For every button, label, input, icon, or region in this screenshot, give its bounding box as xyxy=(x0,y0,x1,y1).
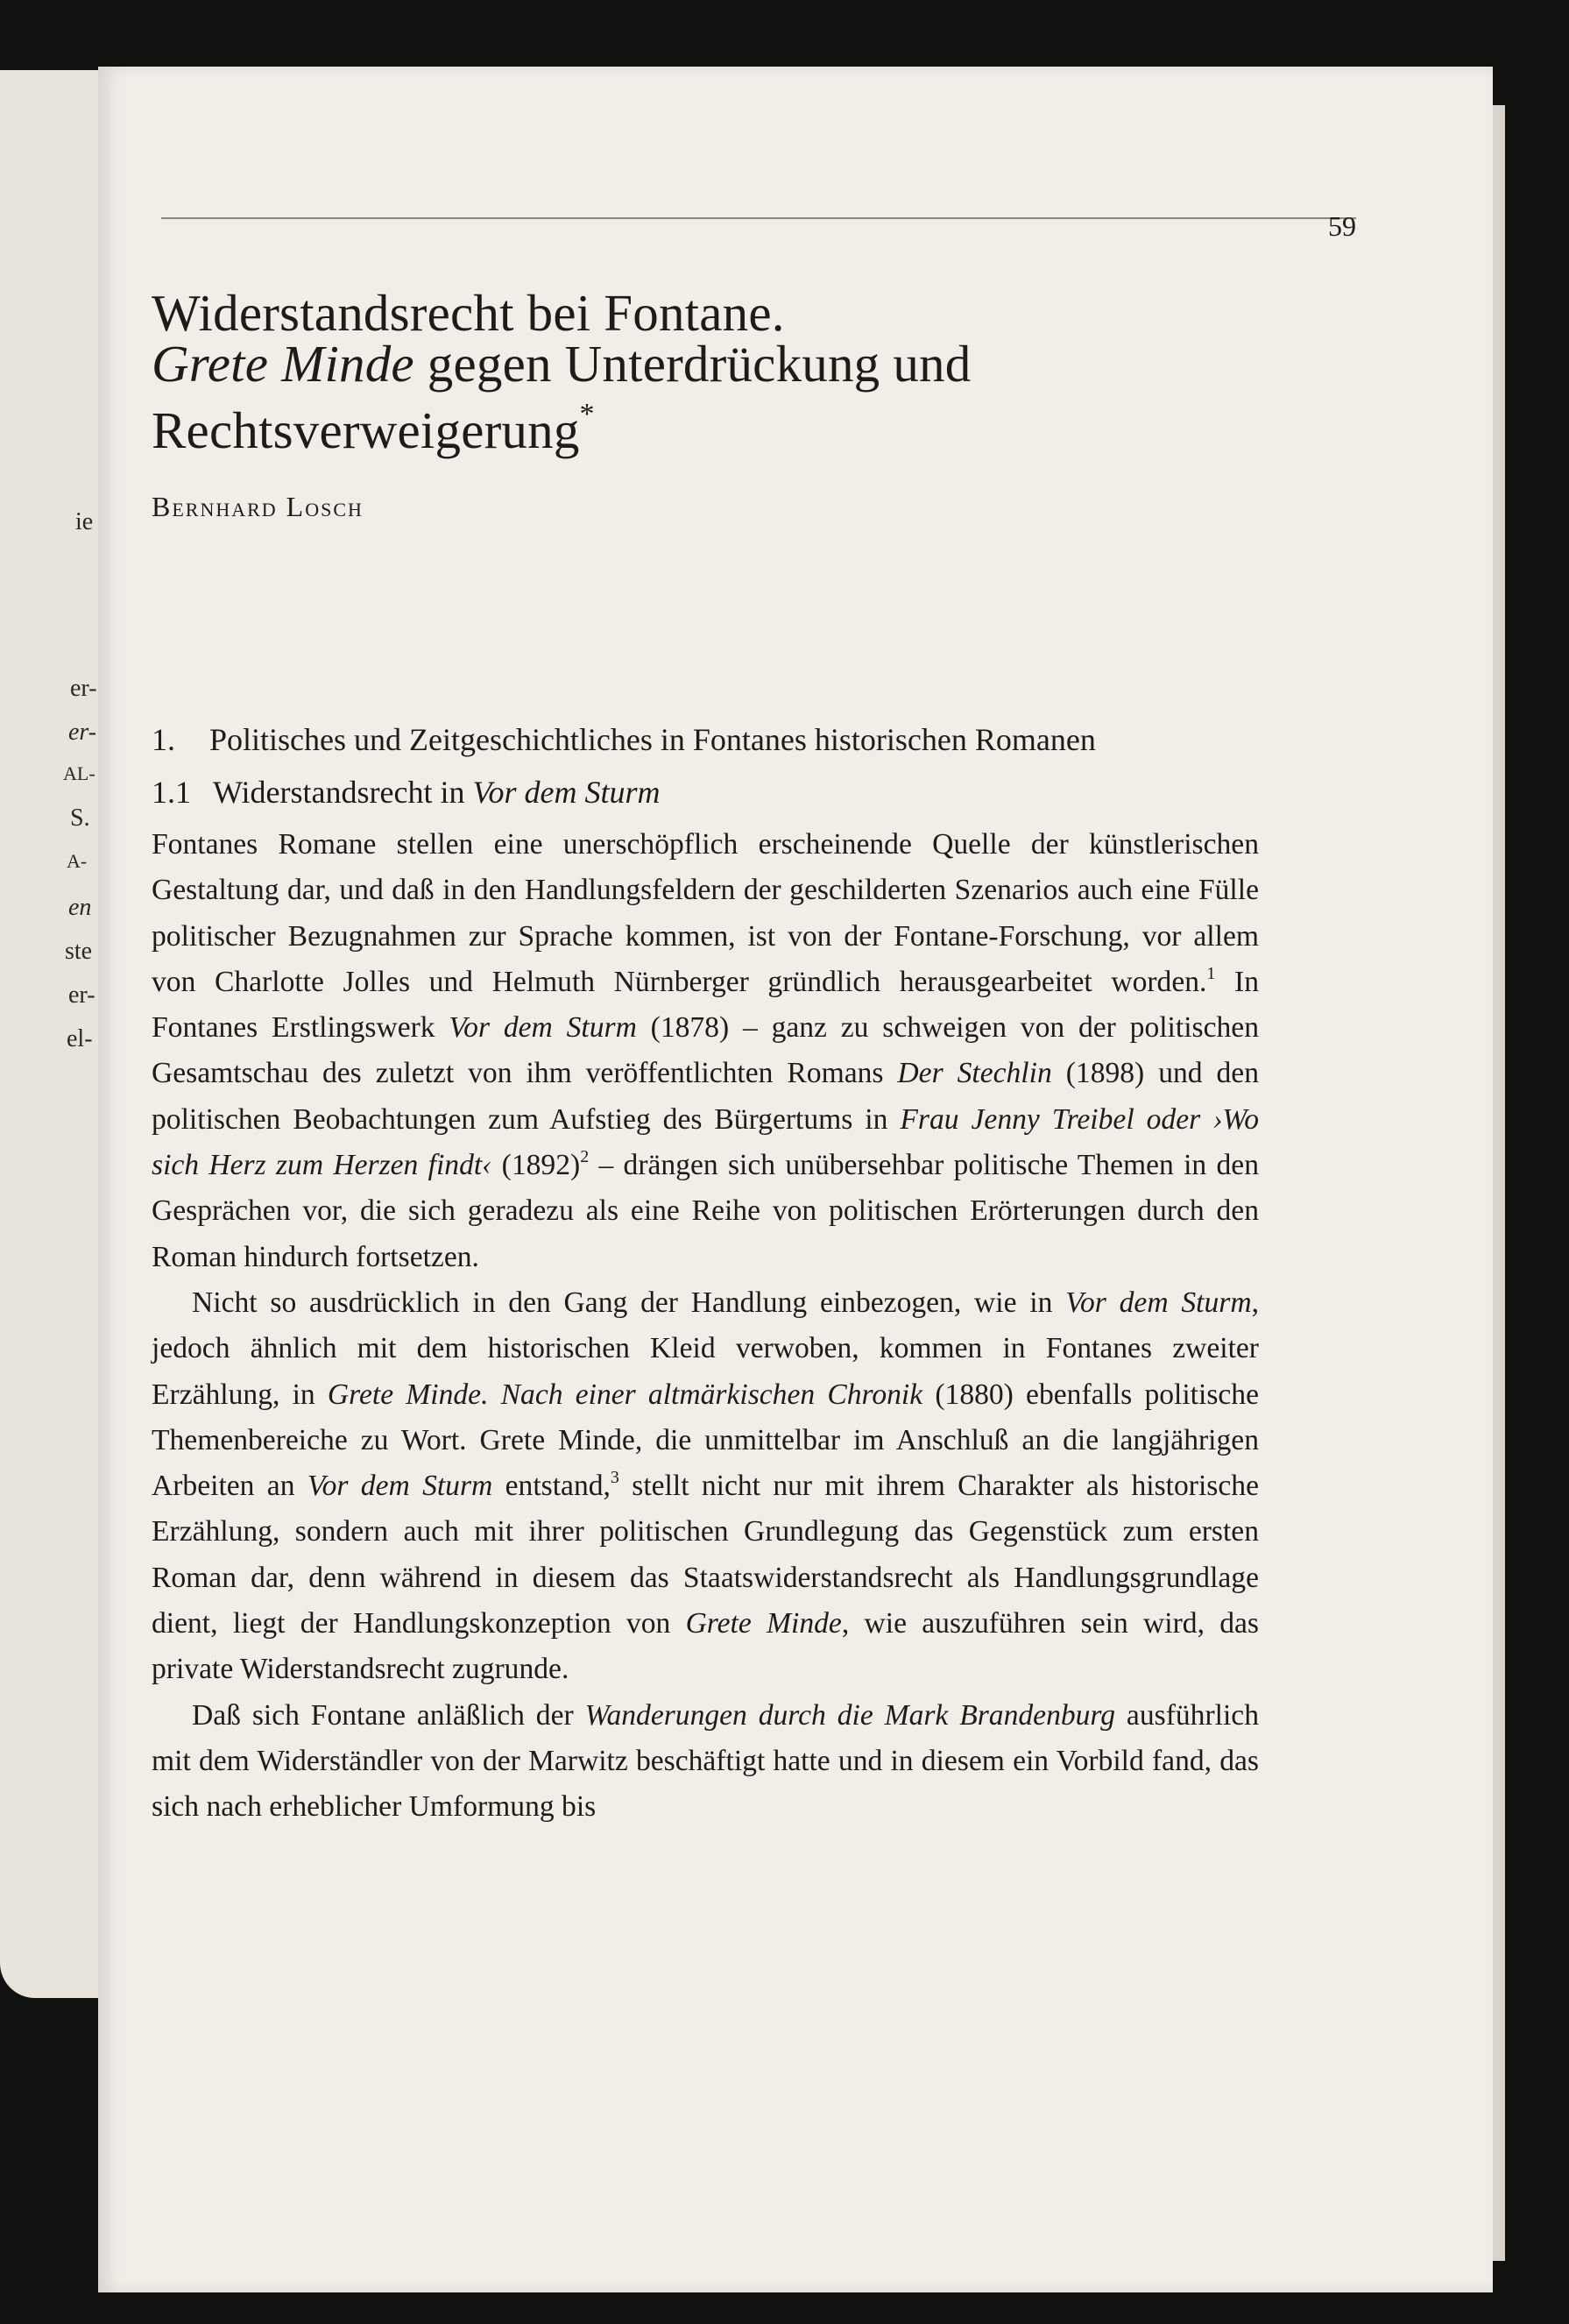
prev-page-fragment: en xyxy=(68,894,92,921)
title-footnote-mark: * xyxy=(579,398,595,430)
prev-page-fragment: S. xyxy=(70,804,90,832)
section-heading xyxy=(152,720,1259,759)
section-title: Politisches und Zeitgeschichtliches in Fontanes historischen Romanen xyxy=(209,722,1096,757)
title-italic-work: Grete Minde xyxy=(152,335,414,393)
article-body xyxy=(152,284,1260,1831)
footnote-ref[interactable]: 3 xyxy=(610,1468,619,1488)
page-edge xyxy=(1493,105,1505,2261)
title-line-3: Rechtsverweigerung xyxy=(152,401,580,459)
prev-page-fragment: ste xyxy=(65,938,93,965)
prev-page-fragment: AL- xyxy=(63,762,95,784)
running-header-rule xyxy=(161,217,1356,219)
section-number: 1. xyxy=(152,722,175,757)
prev-page-fragment: A- xyxy=(67,850,88,872)
body-paragraph: Daß sich Fontane anläßlich der Wanderungen durch die Mark Brandenburg ausführlich mit dem Widerständler von der Marwitz beschäftigt hatte und in diesem ein Vorbild fand, das sich nach erheblicher Umformung bis xyxy=(152,1698,1259,1824)
article-title xyxy=(152,284,1259,459)
author-name: Bernhard Losch xyxy=(152,491,364,522)
body-paragraph: Fontanes Romane stellen eine unerschöpflich erscheinende Quelle der künstlerischen Gestaltung dar, und daß in den Handlungsfeldern der geschilderten Szenarios auch eine Fülle politischer Bezugnahmen zur Sprache kommen, ist von der Fontane-Forschung, vor allem von Charlotte Jolles und Helmuth Nürnberger gründlich herausgearbeitet worden.$^1$ In Fontanes Erstlingswerk Vor dem Sturm (1878) – ganz zu schweigen von der politischen Gesamtschau des zuletzt von ihm veröffentlichten Romans Der Stechlin (1898) und den politischen Beobachtungen zum Aufstieg des Bürgertums in Frau Jenny Treibel oder ›Wo sich Herz zum Herzen findt‹ $(1892)^2$ – drängen sich unübersehbar politische Themen in den Gesprächen vor, die sich geradezu als eine Reihe von politischen Erörterungen durch den Roman hindurch fortsetzen. xyxy=(152,828,1260,1273)
subsection-title: Widerstandsrecht in Vor dem Sturm xyxy=(213,775,661,810)
body-paragraph: Nicht so ausdrücklich in den Gang der Handlung einbezogen, wie in Vor dem Sturm, jedoch ähnlich mit dem historischen Kleid verwoben, kommen in Fontanes zweiter Erzählung, in Grete Minde. Nach einer altmärkischen Chronik (1880) ebenfalls politische Themenbereiche zu Wort. Grete Minde, die unmittelbar im Anschluß an die langjährigen Arbeiten an Vor dem Sturm entstand,$^3$ stellt nicht nur mit ihrem Charakter als historische Erzählung, sondern auch mit ihrer politischen Grundlegung das Gegenstück zum ersten Roman dar, denn während in diesem das Staatswiderstandsrecht als Handlungsgrundlage dient, liegt der Handlungskonzeption von Grete Minde, wie auszuführen sein wird, das private Widerstandsrecht zugrunde. xyxy=(152,1286,1260,1686)
previous-page-edge xyxy=(0,70,100,1998)
footnote-ref[interactable]: 1 xyxy=(1206,963,1216,983)
title-line-2: gegen Unterdrückung und xyxy=(413,335,972,393)
prev-page-fragment: er- xyxy=(70,675,97,702)
subsection-title-italic: Vor dem Sturm xyxy=(472,775,661,810)
page-number: 59 xyxy=(1328,210,1356,242)
subsection-heading xyxy=(152,773,1259,811)
prev-page-fragment: ie xyxy=(75,508,94,535)
prev-page-fragment: el- xyxy=(67,1025,93,1052)
prev-page-fragment: er- xyxy=(68,719,97,746)
prev-page-fragment: er- xyxy=(68,981,95,1009)
title-line-1: Widerstandsrecht bei Fontane. xyxy=(152,284,785,342)
subsection-number: 1.1 xyxy=(152,775,191,810)
footnote-ref[interactable]: 2 xyxy=(580,1147,590,1167)
